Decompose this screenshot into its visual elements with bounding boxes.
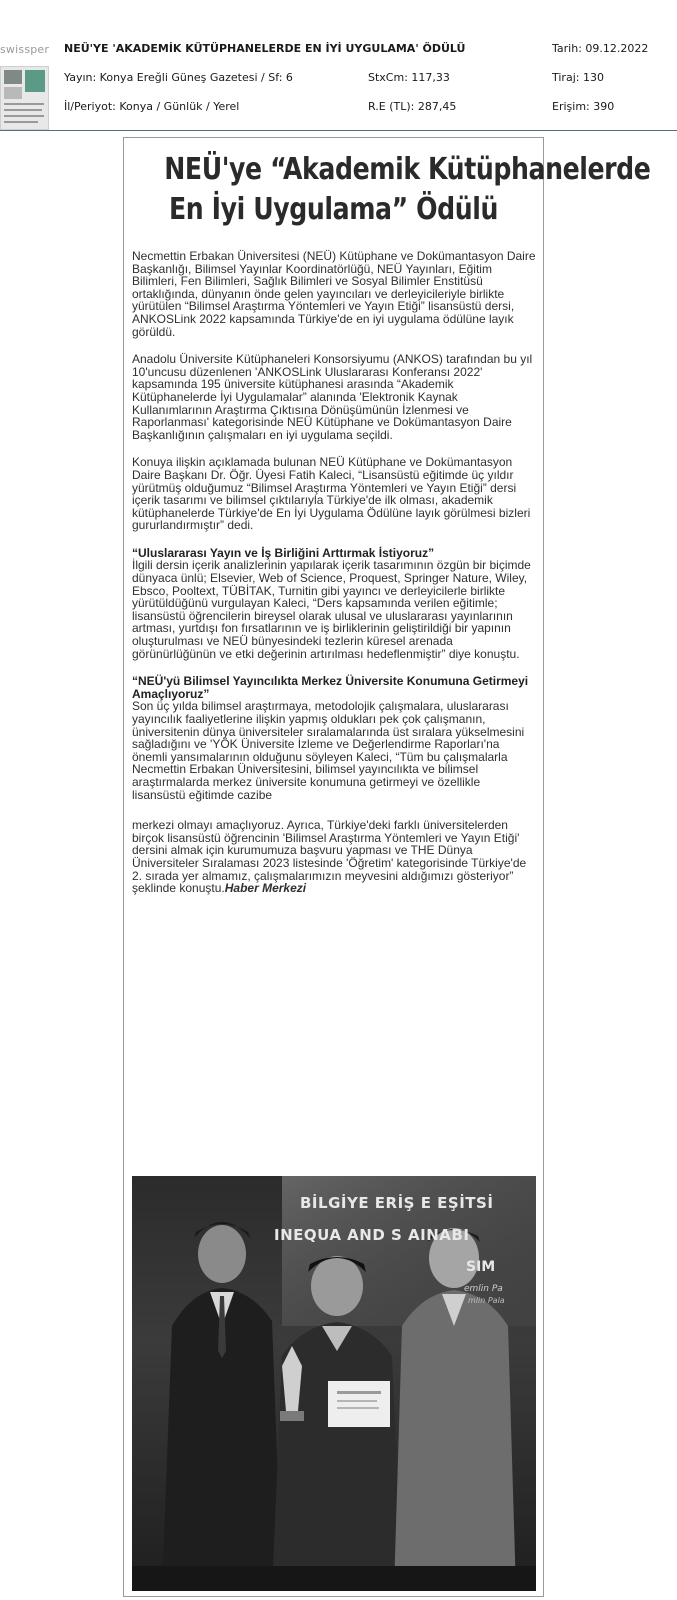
brand-logo: swissper	[0, 43, 50, 56]
paragraph-5: Son üç yılda bilimsel araştırmaya, metodolojik çalışmalara, uluslararası yayıncılık faaliyetlerine ilişkin yapmış oldukları pek çok çalışmanın, üniversitenin dünya üniversiteler sıralamalarında üst sıralara yükselmesini sağladığını ve 'YÖK Üniversite İzleme ve Değerlendirme Raporları'na önemli yansımalarının olduğunu söyleyen Kaleci, “Tüm bu çalışmalarla Necmettin Erbakan Üniversitesini, bilimsel yayıncılıkta ve bilimsel araştırmalarda merkez üniversite konumuna getirmeyi ve özellikle lisansüstü eğitimde cazibe	[132, 699, 525, 802]
section-1	[132, 547, 536, 660]
paragraph-1: Necmettin Erbakan Üniversitesi (NEÜ) Kütüphane ve Dokümantasyon Daire Başkanlığı, Bilimsel Yayınlar Koordinatörlüğü, NEÜ Yayınları, Eğitim Bilimleri, Fen Bilimleri, Sağlık Bilimleri ve Sosyal Bilimler Enstitüsü ortaklığında, dünyanın önde gelen yayıncıları ve derleyicileriyle birlikte yürütülen “Bilimsel Araştırma Yöntemleri ve Yayın Etiği” lisansüstü dersi, ANKOSLink 2022 kapsamında Türkiye'de en iyi uygulama ödülüne layık görüldü.	[132, 249, 536, 339]
headline-line-1: NEÜ'ye “Akademik Kütüphanelerde	[164, 152, 651, 187]
circulation-value: Tiraj: 130	[552, 71, 604, 84]
news-date: Tarih: 09.12.2022	[552, 42, 649, 55]
location-period: İl/Periyot: Konya / Günlük / Yerel	[64, 100, 240, 113]
headline-line-2: En İyi Uygulama” Ödülü	[169, 192, 498, 227]
article-signature: Haber Merkezi	[224, 881, 307, 896]
subheading-1: “Uluslararası Yayın ve İş Birliğini Arttırmak İstiyoruz”	[132, 545, 435, 560]
article-headline	[164, 150, 651, 230]
stxcm-value: StxCm: 117,33	[368, 71, 450, 84]
banner-text-2: INEQUA AND S AINABI	[274, 1226, 470, 1244]
paragraph-6: merkezi olmayı amaçlıyoruz. Ayrıca, Türkiye'deki farklı üniversitelerden birçok lisansüstü öğrencinin 'Bilimsel Araştırma Yöntemleri ve Yayın Etiği' dersini almak için kurumumuza başvuru yapması ve THE Dünya Üniversiteler Sıralaması 2023 listesinde 'Öğretim' kategorisinde Türkiye'de 2. sırada yer almamız, çalışmalarımızın meyvesini aldığımızı gösteriyor” şeklinde konuştu.	[132, 818, 527, 896]
paragraph-6-wrap	[132, 819, 536, 895]
paragraph-3: Konuya ilişkin açıklamada bulunan NEÜ Kütüphane ve Dokümantasyon Daire Başkanı Dr. Öğr. Üyesi Fatih Kaleci, “Lisansüstü eğitimde üç yıldır yürütmüş olduğumuz “Bilimsel Araştırma Yöntemleri ve Yayın Etiği” dersi içerik tasarımı ve bilimsel çıktılarıyla Türkiye'de ilk olması, akademik kütüphanelerde Türkiye'de En İyi Uygulama Ödülüne layık görülmesi bizleri gururlandırmıştır” dedi.	[132, 455, 531, 533]
award-photo	[132, 1176, 536, 1591]
newspaper-clipping	[123, 137, 651, 1597]
page-thumbnail[interactable]	[0, 66, 49, 130]
paragraph-4: İlgili dersin içerik analizlerinin yapılarak içerik tasarımının özgün bir biçimde dünyaca ünlü; Elsevier, Web of Science, Proquest, Springer Nature, Wiley, Ebsco, Pooltext, TÜBİTAK, Turnitin gibi yayıncı ve derleyicilerle birlikte yürütüldüğünü vurgulayan Kaleci, “Ders kapsamında verilen eğitimle; lisansüstü öğrencilerin bireysel olarak ulusal ve uluslararası yayınlarının artması, yurtdışı fon fırsatlarının ve iş birliklerinin geliştirildiği bir yapının oluşturulması ve NEÜ bünyesindeki tezlerin küresel arenada görünürlüğünün ve etki değerinin artırılması hedeflenmiştir” diye konuştu.	[132, 558, 531, 661]
banner-text-3: SIM	[466, 1259, 496, 1275]
article-body	[132, 250, 536, 910]
publication-info: Yayın: Konya Ereğli Güneş Gazetesi / Sf: 6	[64, 71, 293, 84]
paragraph-2: Anadolu Üniversite Kütüphaneleri Konsorsiyumu (ANKOS) tarafından bu yıl 10'uncusu düzenlenen 'ANKOSLink Uluslararası Konferansı 2022' kapsamında 195 üniversite kütüphanesi arasında “Akademik Kütüphanelerde İyi Uygulamalar” alanında 'Elektronik Kaynak Kullanımlarının Araştırma Çıktısına Dönüşümünün İzlenmesi ve Raporlanması' kategorisinde NEÜ Kütüphane ve Dokümantasyon Daire Başkanlığının çalışmaları en iyi uygulama seçildi.	[132, 352, 533, 442]
banner-text-4: emlin Pa	[464, 1284, 503, 1294]
header-divider	[0, 130, 677, 131]
news-title: NEÜ'YE 'AKADEMİK KÜTÜPHANELERDE EN İYİ UYGULAMA' ÖDÜLÜ	[64, 42, 466, 55]
section-2	[132, 675, 536, 801]
banner-text-5: mlin Pala	[468, 1296, 505, 1305]
subheading-2: “NEÜ'yü Bilimsel Yayıncılıkta Merkez Üniversite Konumuna Getirmeyi Amaçlıyoruz”	[132, 674, 529, 701]
clipping-header	[0, 0, 677, 131]
ad-equivalent-value: R.E (TL): 287,45	[368, 100, 457, 113]
reach-value: Erişim: 390	[552, 100, 615, 113]
banner-text-1: BİLGİYE ERİŞ E EŞİTSİ	[300, 1194, 494, 1212]
